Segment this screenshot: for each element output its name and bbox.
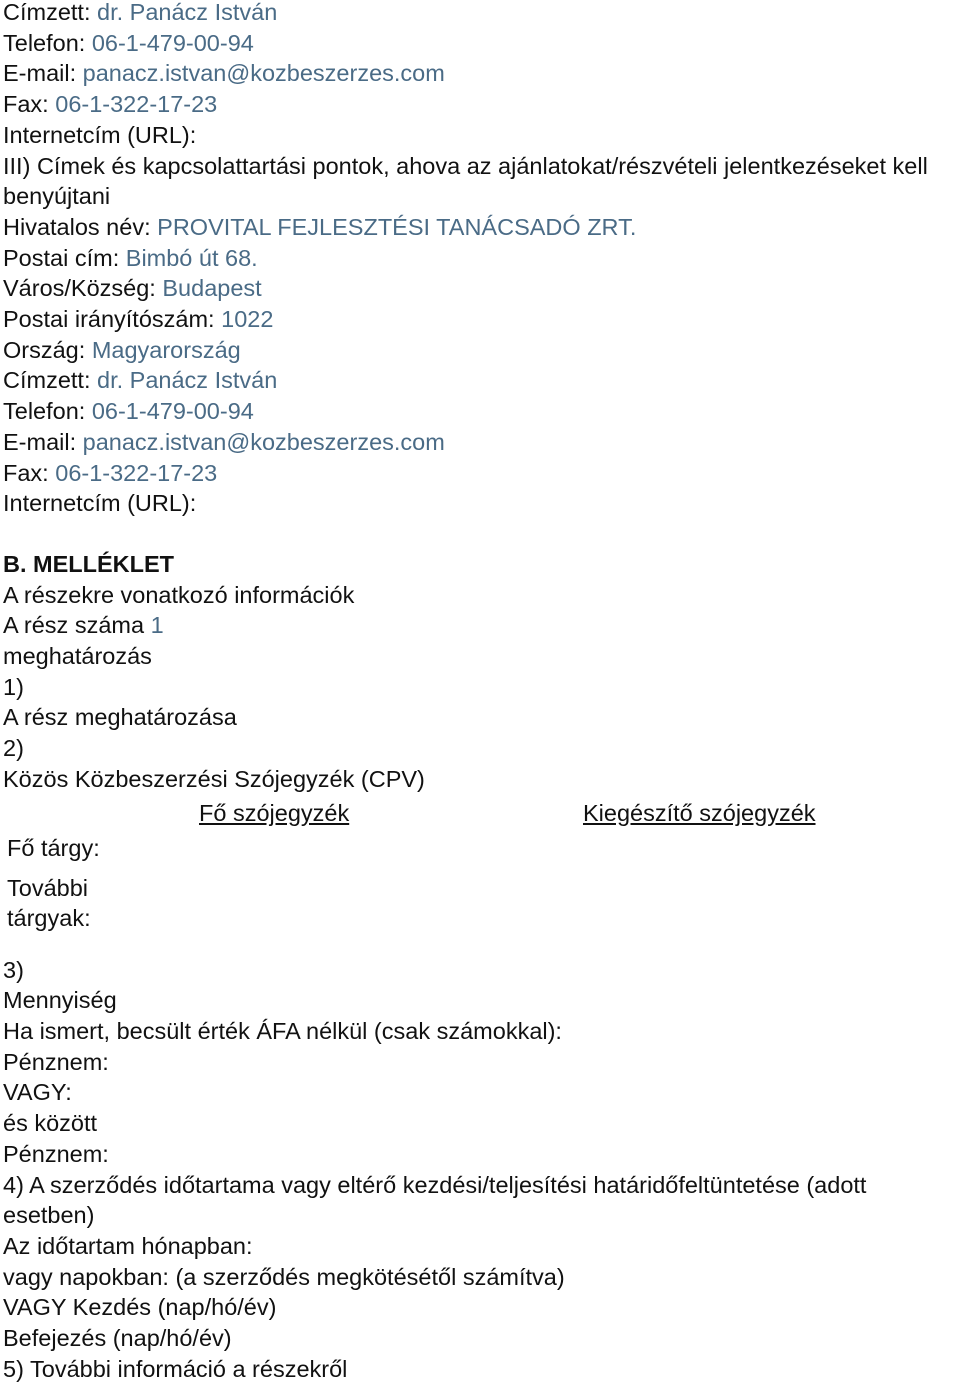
phone-label: Telefon: bbox=[3, 29, 86, 56]
main-subject-label: Fő tárgy: bbox=[7, 834, 100, 861]
postal-address-value: Bimbó út 68. bbox=[125, 244, 258, 271]
recipient-label: Címzett: bbox=[3, 0, 91, 25]
item2-number: 2) bbox=[3, 735, 24, 762]
cpv-table bbox=[3, 795, 958, 955]
country-value: Magyarország bbox=[91, 336, 241, 363]
zip-value: 1022 bbox=[221, 306, 274, 333]
fax-value-2: 06-1-322-17-23 bbox=[55, 459, 218, 486]
email-line-2 bbox=[3, 427, 958, 458]
other-subjects-label bbox=[7, 873, 91, 934]
main-vocabulary-header: Fő szójegyzék bbox=[199, 799, 350, 826]
other-subjects-label-line2: tárgyak: bbox=[7, 905, 91, 932]
url-label: Internetcím (URL): bbox=[3, 121, 197, 148]
duration-months-label: Az időtartam hónapban: bbox=[3, 1232, 253, 1259]
email-label-2: E-mail: bbox=[3, 428, 77, 455]
postal-address-label: Postai cím: bbox=[3, 244, 120, 271]
or-label: VAGY: bbox=[3, 1079, 72, 1106]
official-name-value: PROVITAL FEJLESZTÉSI TANÁCSADÓ ZRT. bbox=[157, 213, 637, 240]
item3-number: 3) bbox=[3, 956, 24, 983]
email-line bbox=[3, 58, 958, 89]
country-line bbox=[3, 335, 958, 366]
phone-value-2: 06-1-479-00-94 bbox=[91, 398, 254, 425]
recipient-value-2: dr. Panácz István bbox=[97, 367, 278, 394]
city-label: Város/Község: bbox=[3, 275, 156, 302]
part-number-line bbox=[3, 610, 958, 641]
recipient-label-2: Címzett: bbox=[3, 367, 91, 394]
or-start-label: VAGY Kezdés (nap/hó/év) bbox=[3, 1294, 277, 1321]
duration-days-label: vagy napokban: (a szerződés megkötésétől számítva) bbox=[3, 1263, 565, 1290]
url-line bbox=[3, 120, 958, 151]
part-number-value: 1 bbox=[150, 612, 164, 639]
fax-line bbox=[3, 89, 958, 120]
city-value: Budapest bbox=[162, 275, 262, 302]
recipient-line-2 bbox=[3, 365, 958, 396]
part-number-label: A rész száma bbox=[3, 612, 145, 639]
url-label-2: Internetcím (URL): bbox=[3, 490, 197, 517]
estimated-value-label: Ha ismert, becsült érték ÁFA nélkül (csak számokkal): bbox=[3, 1017, 562, 1044]
item4-label: 4) A szerződés időtartama vagy eltérő kezdési/teljesítési határidőfeltüntetése (adott esetben) bbox=[3, 1171, 867, 1229]
item1-number: 1) bbox=[3, 673, 24, 700]
item3-label: Mennyiség bbox=[3, 987, 117, 1014]
end-label: Befejezés (nap/hó/év) bbox=[3, 1325, 232, 1352]
url-line-2 bbox=[3, 488, 958, 519]
other-subjects-label-line1: További bbox=[7, 874, 88, 901]
postal-address-line bbox=[3, 243, 958, 274]
fax-value: 06-1-322-17-23 bbox=[55, 91, 218, 118]
currency-label-1: Pénznem: bbox=[3, 1048, 109, 1075]
zip-line bbox=[3, 304, 958, 335]
item2-label: Közös Közbeszerzési Szójegyzék (CPV) bbox=[3, 765, 425, 792]
zip-label: Postai irányítószám: bbox=[3, 306, 215, 333]
supplementary-vocabulary-header: Kiegészítő szójegyzék bbox=[583, 799, 816, 826]
item1-label: A rész meghatározása bbox=[3, 704, 237, 731]
country-label: Ország: bbox=[3, 336, 86, 363]
phone-line bbox=[3, 28, 958, 59]
official-name-line bbox=[3, 212, 958, 243]
phone-line-2 bbox=[3, 396, 958, 427]
item5-label: 5) További információ a részekről bbox=[3, 1355, 348, 1382]
phone-value: 06-1-479-00-94 bbox=[91, 29, 254, 56]
fax-label: Fax: bbox=[3, 91, 49, 118]
email-value-2: panacz.istvan@kozbeszerzes.com bbox=[82, 428, 445, 455]
official-name-label: Hivatalos név: bbox=[3, 213, 151, 240]
recipient-value: dr. Panácz István bbox=[97, 0, 278, 25]
definition-text: meghatározás bbox=[3, 643, 152, 670]
between-label: és között bbox=[3, 1110, 98, 1137]
email-label: E-mail: bbox=[3, 60, 77, 87]
section-iii-title: III) Címek és kapcsolattartási pontok, ahova az ajánlatokat/részvételi jelentkezéseket kell benyújtani bbox=[3, 152, 928, 210]
email-value: panacz.istvan@kozbeszerzes.com bbox=[82, 60, 445, 87]
annex-b-subtitle: A részekre vonatkozó információk bbox=[3, 581, 355, 608]
document-page bbox=[3, 0, 958, 1384]
fax-label-2: Fax: bbox=[3, 459, 49, 486]
recipient-line bbox=[3, 0, 958, 28]
annex-b-title: B. MELLÉKLET bbox=[3, 550, 175, 577]
city-line bbox=[3, 273, 958, 304]
fax-line-2 bbox=[3, 458, 958, 489]
phone-label-2: Telefon: bbox=[3, 398, 86, 425]
currency-label-2: Pénznem: bbox=[3, 1140, 109, 1167]
